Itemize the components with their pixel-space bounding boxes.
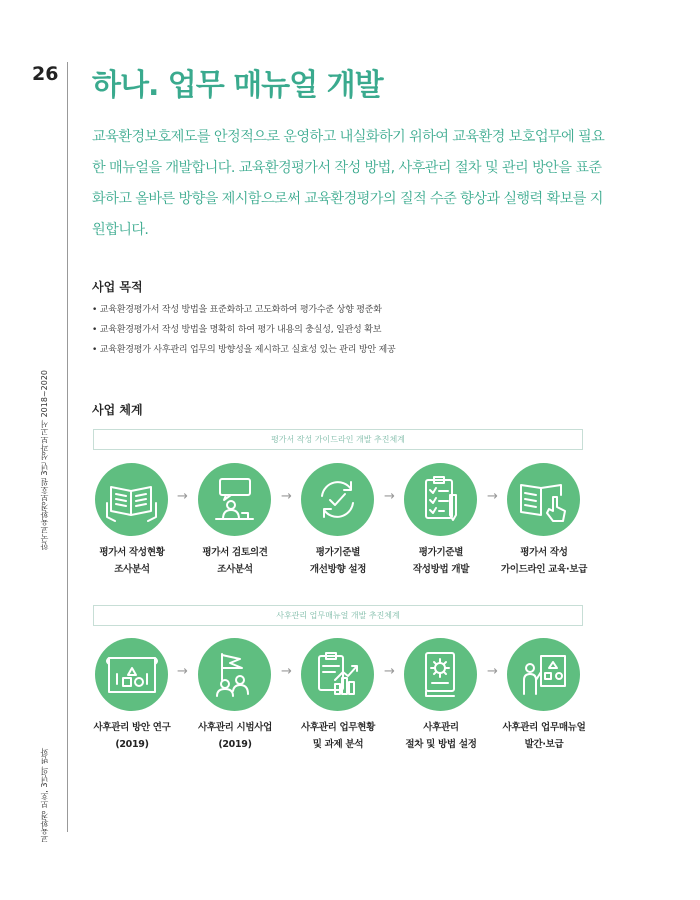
- blueprint-shapes-icon: [95, 638, 168, 711]
- flow-arrow: →: [487, 489, 498, 504]
- clipboard-chart-icon: [301, 638, 374, 711]
- flow1-step-3-label: 평가기준별 개선방향 설정: [309, 547, 367, 575]
- flow-arrow: →: [487, 664, 498, 679]
- purpose-item: • 교육환경평가서 작성 방법을 표준화하고 고도화하여 평가수준 상향 평준화: [92, 305, 382, 315]
- side-section-title: 교육환경 보호, 3년의 변화: [40, 748, 49, 844]
- purpose-item: • 교육환경평가 사후관리 업무의 방향성을 제시하고 실효성 있는 관리 방안 제공: [92, 345, 396, 355]
- flag-team-icon: [198, 638, 271, 711]
- flow-arrow: →: [384, 664, 395, 679]
- page-number: 26: [32, 63, 59, 85]
- flow2-step-3-label: 사후관리 업무현황 및 과제 분석: [300, 722, 376, 750]
- flow-arrow: →: [177, 489, 188, 504]
- purpose-list: [92, 300, 396, 360]
- presenter-board-icon: [507, 638, 580, 711]
- gear-book-icon: [404, 638, 477, 711]
- flow2-step-5-label: 사후관리 업무매뉴얼 발간·보급: [502, 722, 586, 750]
- page-title: 하나. 업무 매뉴얼 개발: [92, 68, 383, 103]
- book-pointer-icon: [507, 463, 580, 536]
- flow1-title-box: 평가서 작성 가이드라인 개발 추진체계: [93, 429, 583, 450]
- flow2-step-4-label: 사후관리 절차 및 방법 설정: [405, 722, 477, 750]
- cycle-check-icon: [301, 463, 374, 536]
- flow-arrow: →: [177, 664, 188, 679]
- flow-arrow: →: [384, 489, 395, 504]
- flow1-step-2-label: 평가서 검토의견 조사분석: [202, 547, 268, 575]
- purpose-item: • 교육환경평가서 작성 방법을 명확히 하여 평가 내용의 충실성, 일관성 확보: [92, 325, 382, 335]
- flow1-step-4-label: 평가기준별 작성방법 개발: [412, 547, 470, 575]
- side-report-title: 한국교육환경보호원 3년 성과보고서 2018~2020: [40, 370, 49, 551]
- system-heading: 사업 체계: [92, 403, 143, 417]
- flow2-step-1-label: 사후관리 방안 연구 (2019): [93, 722, 171, 750]
- margin-divider: [67, 62, 68, 832]
- flow-arrow: →: [281, 489, 292, 504]
- flow2-title-box: 사후관리 업무매뉴얼 개발 추진체계: [93, 605, 583, 626]
- open-book-hands-icon: [95, 463, 168, 536]
- checklist-clipboard-icon: [404, 463, 477, 536]
- flow1-step-5-label: 평가서 작성 가이드라인 교육·보급: [500, 547, 588, 575]
- intro-paragraph: 교육환경보호제도를 안정적으로 운영하고 내실화하기 위하여 교육환경 보호업무에 필요한 매뉴얼을 개발합니다. 교육환경평가서 작성 방법, 사후관리 절차 및 관리 방안을 표준화하고 올바른 방향을 제시함으로써 교육환경평가의 질적 수준 향상과 실행력 확보를 지원합니다.: [92, 129, 605, 238]
- person-speech-icon: [198, 463, 271, 536]
- purpose-heading: 사업 목적: [92, 280, 143, 294]
- flow-arrow: →: [281, 664, 292, 679]
- flow2-step-2-label: 사후관리 시범사업 (2019): [197, 722, 273, 750]
- flow1-step-1-label: 평가서 작성현황 조사분석: [99, 547, 165, 575]
